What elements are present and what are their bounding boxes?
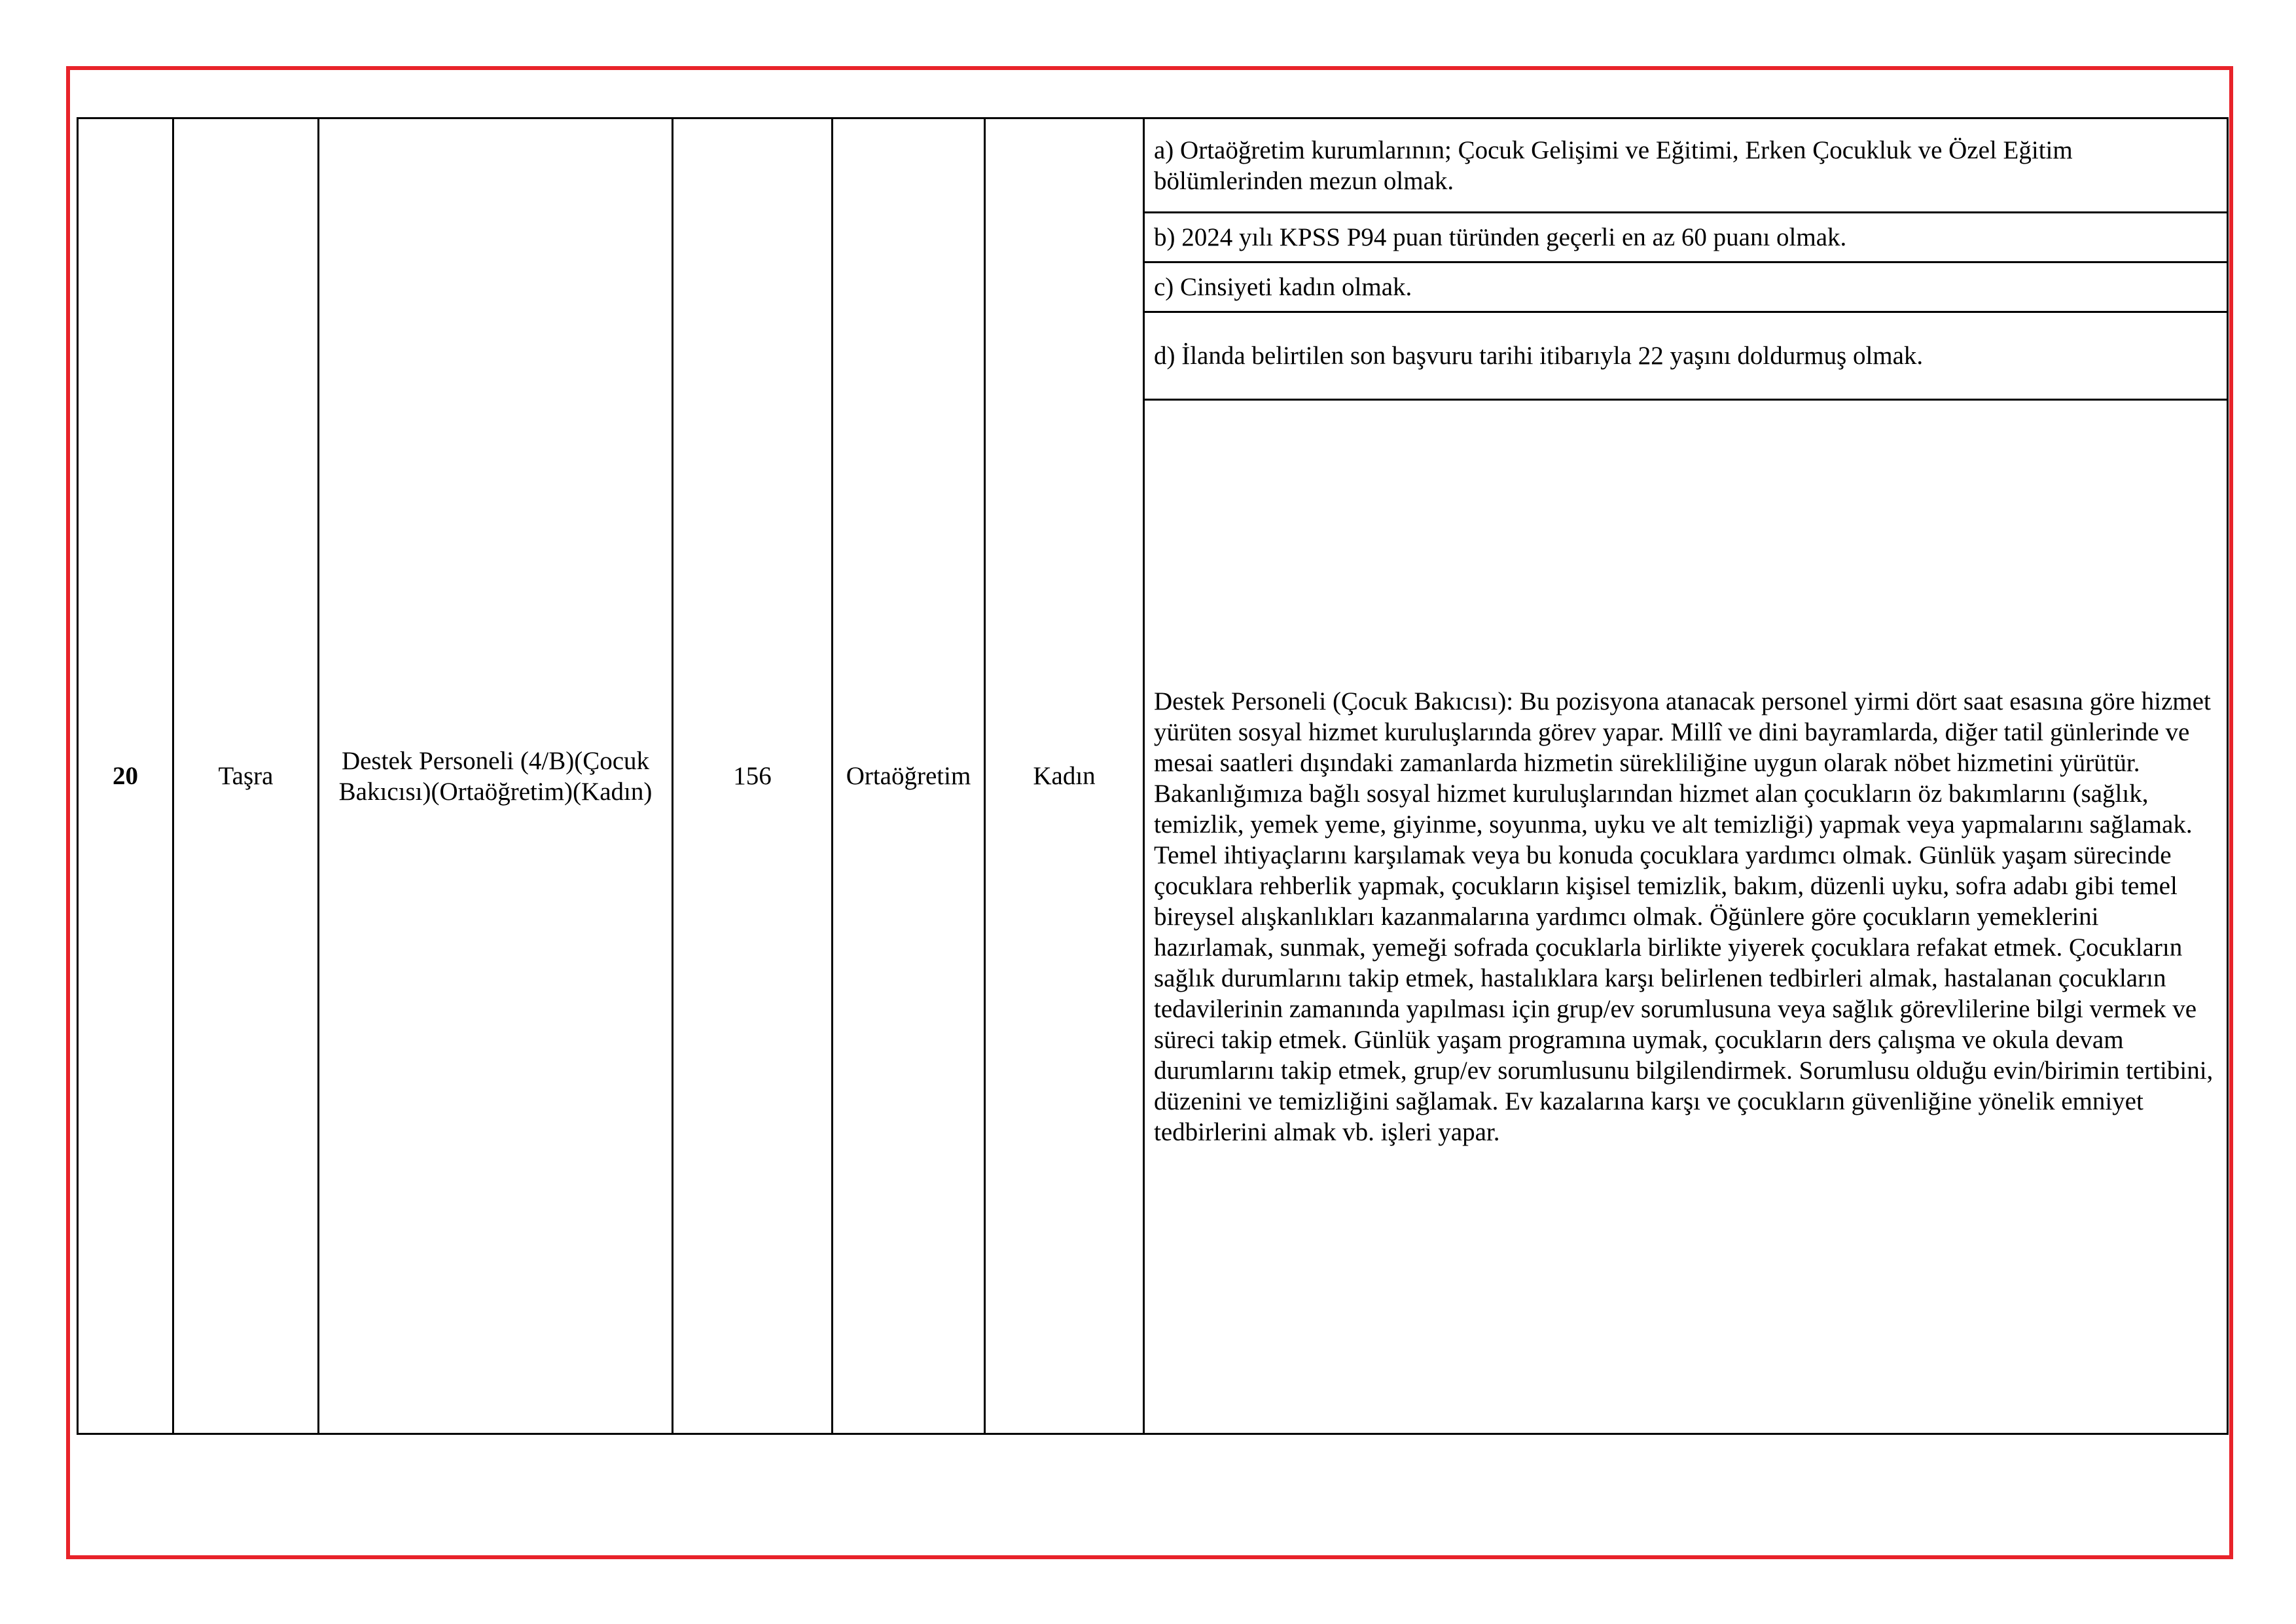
job-posting-table: [77, 117, 2229, 1435]
requirement-a-cell: a) Ortaöğretim kurumlarının; Çocuk Gelişimi ve Eğitimi, Erken Çocukluk ve Özel Eğitim bölümlerinden mezun olmak.: [1144, 118, 2228, 213]
requirement-d-cell: d) İlanda belirtilen son başvuru tarihi itibarıyla 22 yaşını doldurmuş olmak.: [1144, 312, 2228, 400]
job-description-cell: Destek Personeli (Çocuk Bakıcısı): Bu pozisyona atanacak personel yirmi dört saat esasına göre hizmet yürüten sosyal hizmet kuruluşlarında görev yapar. Millî ve dini bayramlarda, diğer tatil günlerinde ve mesai saatleri dışındaki zamanlarda hizmetin sürekliliğine uygun olarak nöbet hizmetini yürütür. Bakanlığımıza bağlı sosyal hizmet kuruluşlarından hizmet alan çocukların öz bakımlarını (sağlık, temizlik, yemek yeme, giyinme, soyunma, uyku ve alt temizliği) yapmak veya yapmalarını sağlamak. Temel ihtiyaçlarını karşılamak veya bu konuda çocuklara yardımcı olmak. Günlük yaşam sürecinde çocuklara rehberlik yapmak, çocukların kişisel temizlik, bakım, düzenli uyku, sofra adabı gibi temel bireysel alışkanlıkları kazanmalarına yardımcı olmak. Öğünlere göre çocukların yemeklerini hazırlamak, sunmak, yemeği sofrada çocuklarla birlikte yiyerek çocuklara refakat etmek. Çocukların sağlık durumlarını takip etmek, hastalıklara karşı belirlenen tedbirleri almak, hastalanan çocukların tedavilerinin zamanında yapılması için grup/ev sorumlusuna veya sağlık görevlilerine bilgi vermek ve süreci takip etmek. Günlük yaşam programına uymak, çocukların ders çalışma ve okula devam durumlarını takip etmek, grup/ev sorumlusunu bilgilendirmek. Sorumlusu olduğu evin/birimin tertibini, düzenini ve temizliğini sağlamak. Ev kazalarına karşı ve çocukların güvenliğine yönelik emniyet tedbirlerini almak vb. işleri yapar.: [1144, 400, 2228, 1434]
requirement-c-cell: c) Cinsiyeti kadın olmak.: [1144, 262, 2228, 312]
position-title-cell: Destek Personeli (4/B)(Çocuk Bakıcısı)(Ortaöğretim)(Kadın): [319, 118, 673, 1434]
position-count-cell: 156: [673, 118, 833, 1434]
gender-cell: Kadın: [985, 118, 1144, 1434]
education-level-cell: Ortaöğretim: [833, 118, 985, 1434]
location-cell: Taşra: [173, 118, 319, 1434]
table-row: [78, 118, 2228, 213]
row-number-cell: 20: [78, 118, 173, 1434]
requirement-b-cell: b) 2024 yılı KPSS P94 puan türünden geçerli en az 60 puanı olmak.: [1144, 213, 2228, 262]
